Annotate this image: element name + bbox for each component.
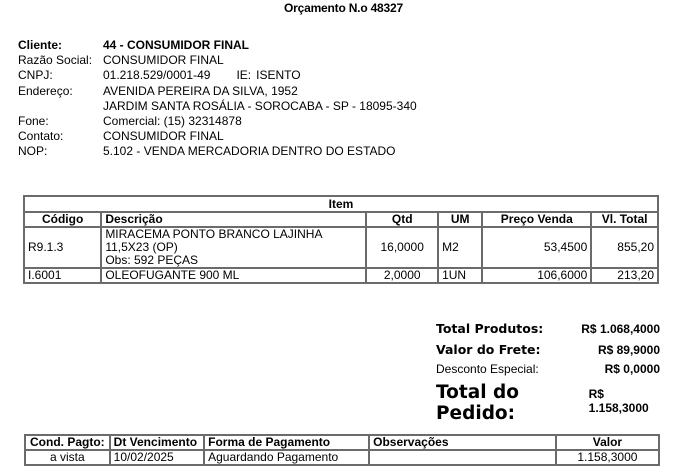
- razao-label: Razão Social:: [18, 53, 93, 68]
- endereco-label: Endereço:: [18, 83, 73, 98]
- total-produtos-value: R$ 1.068,4000: [581, 322, 660, 336]
- frete-row: [436, 342, 660, 362]
- items-header-row: [24, 212, 658, 227]
- preco-cell: 53,4500: [482, 227, 591, 268]
- cnpj-value: 01.218.529/0001-49: [103, 68, 211, 83]
- desconto-label: Desconto Especial:: [436, 362, 539, 376]
- payment-table: [24, 434, 660, 466]
- obs-cell: [369, 450, 556, 465]
- total-pedido-row: [436, 382, 660, 424]
- cliente-label: Cliente:: [18, 38, 63, 52]
- descricao-line: MIRACEMA PONTO BRANCO LAJINHA: [105, 227, 323, 241]
- fone-label: Fone:: [18, 113, 49, 128]
- cnpj-row: [18, 68, 417, 83]
- fone-row: [18, 114, 417, 129]
- desconto-value: R$ 0,0000: [604, 362, 660, 376]
- frete-value: R$ 89,9000: [597, 343, 660, 357]
- qtd-cell: 2,0000: [366, 268, 438, 283]
- obs-line: Obs: 592 PEÇAS: [105, 253, 199, 267]
- nop-value: 5.102 - VENDA MERCADORIA DENTRO DO ESTADO: [103, 144, 396, 159]
- cond-cell: a vista: [25, 450, 110, 465]
- um-cell: M2: [438, 227, 482, 268]
- ie-label: IE:: [236, 68, 252, 83]
- endereco-line2: JARDIM SANTA ROSÁLIA - SOROCABA - SP - 18095-340: [103, 98, 417, 113]
- endereco-row-2: [18, 99, 417, 114]
- vencimento-cell: 10/02/2025: [110, 450, 204, 465]
- razao-row: [18, 53, 417, 68]
- cnpj-label: CNPJ:: [18, 68, 53, 83]
- col-um: UM: [438, 212, 482, 227]
- codigo-cell: R9.1.3: [24, 227, 101, 268]
- col-observacoes: Observações: [369, 435, 556, 450]
- fone-value: Comercial: (15) 32314878: [103, 113, 242, 128]
- table-row: [24, 268, 658, 283]
- spacer: [18, 99, 103, 114]
- items-group-header: Item: [24, 196, 658, 212]
- total-pedido-value: R$ 1.158,3000: [588, 387, 649, 415]
- nop-row: [18, 144, 417, 159]
- client-info: [18, 38, 417, 160]
- frete-label: Valor do Frete:: [436, 342, 541, 357]
- nop-label: NOP:: [18, 144, 48, 159]
- document-title: Orçamento N.o 48327: [284, 1, 403, 15]
- desconto-row: [436, 362, 660, 382]
- col-descricao: Descrição: [101, 212, 366, 227]
- preco-cell: 106,6000: [482, 268, 591, 283]
- col-dt-vencimento: Dt Vencimento: [110, 435, 204, 450]
- total-produtos-label: Total Produtos:: [436, 321, 544, 336]
- col-cond-pagto: Cond. Pagto:: [25, 435, 110, 450]
- descricao-cell: OLEOFUGANTE 900 ML: [101, 268, 366, 283]
- total-produtos-row: [436, 321, 660, 342]
- client-row: [18, 38, 417, 53]
- col-qtd: Qtd: [366, 212, 438, 227]
- col-total: Vl. Total: [591, 212, 658, 227]
- col-valor: Valor: [556, 435, 659, 450]
- total-cell: 213,20: [591, 268, 658, 283]
- table-row: [24, 227, 658, 268]
- contato-row: [18, 129, 417, 144]
- qtd-cell: 16,0000: [366, 227, 438, 268]
- endereco-line1: AVENIDA PEREIRA DA SILVA, 1952: [103, 83, 298, 98]
- total-pedido-label: Total do Pedido:: [436, 382, 519, 424]
- contato-value: CONSUMIDOR FINAL: [103, 129, 224, 144]
- payment-header-row: [25, 435, 659, 450]
- um-cell: 1UN: [438, 268, 482, 283]
- valor-cell: 1.158,3000: [556, 450, 659, 465]
- total-cell: 855,20: [591, 227, 658, 268]
- col-codigo: Código: [24, 212, 101, 227]
- descricao-cell: [101, 227, 366, 268]
- cliente-value: 44 - CONSUMIDOR FINAL: [103, 38, 250, 52]
- codigo-cell: I.6001: [24, 268, 101, 283]
- table-row: [25, 450, 659, 465]
- items-table: [23, 195, 659, 284]
- col-forma-pagamento: Forma de Pagamento: [204, 435, 369, 450]
- contato-label: Contato:: [18, 129, 64, 144]
- descricao-line: 11,5X23 (OP): [105, 240, 178, 254]
- forma-cell: Aguardando Pagamento: [204, 450, 369, 465]
- totals-block: [436, 321, 660, 424]
- endereco-row: [18, 84, 417, 99]
- ie-value: ISENTO: [256, 68, 301, 83]
- razao-value: CONSUMIDOR FINAL: [103, 53, 224, 68]
- col-preco: Preço Venda: [482, 212, 591, 227]
